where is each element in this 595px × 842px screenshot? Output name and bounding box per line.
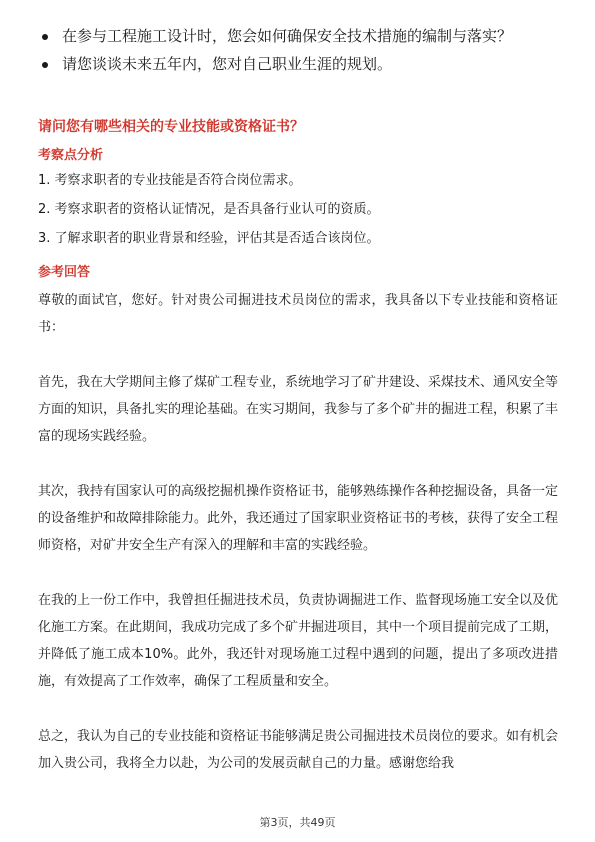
question-title: 请问您有哪些相关的专业技能或资格证书？ — [38, 119, 304, 135]
bullet-dot-icon — [42, 34, 48, 40]
analysis-item: 1. 考察求职者的专业技能是否符合岗位需求。 — [38, 173, 302, 188]
bullet-item — [38, 52, 558, 76]
bullet-text: 请您谈谈未来五年内，您对自己职业生涯的规划。 — [62, 55, 393, 73]
question-bullet-list — [38, 24, 558, 80]
answer-body — [38, 287, 558, 805]
analysis-item: 2. 考察求职者的资格认证情况，是否具备行业认可的资质。 — [38, 202, 380, 217]
bullet-item — [38, 24, 558, 48]
answer-paragraph: 尊敬的面试官，您好。针对贵公司掘进技术员岗位的需求，我具备以下专业技能和资格证书： — [38, 293, 558, 335]
analysis-heading: 考察点分析 — [38, 148, 104, 163]
answer-paragraph: 其次，我持有国家认可的高级挖掘机操作资格证书，能够熟练操作各种挖掘设备，具备一定的设备维护和故障排除能力。此外，我还通过了国家职业资格证书的考核，获得了安全工程师资格，对矿井安全生产有深入的理解和丰富的实践经验。 — [38, 484, 559, 553]
analysis-item: 3. 了解求职者的职业背景和经验，评估其是否适合该岗位。 — [38, 231, 380, 246]
answer-paragraph: 在我的上一份工作中，我曾担任掘进技术员，负责协调掘进工作、监督现场施工安全以及优化施工方案。在此期间，我成功完成了多个矿井掘进项目，其中一个项目提前完成了工期，并降低了施工成本10%。此外，我还针对现场施工过程中遇到的问题，提出了多项改进措施，有效提高了工作效率，确保了工程质量和安全。 — [38, 593, 559, 689]
page-number: 第3页，共49页 — [259, 816, 336, 829]
bullet-dot-icon — [42, 62, 48, 68]
answer-heading: 参考回答 — [38, 265, 91, 280]
bullet-text: 在参与工程施工设计时，您会如何确保安全技术措施的编制与落实？ — [62, 27, 513, 45]
answer-paragraph: 首先，我在大学期间主修了煤矿工程专业，系统地学习了矿井建设、采煤技术、通风安全等方面的知识，具备扎实的理论基础。在实习期间，我参与了多个矿井的掘进工程，积累了丰富的现场实践经验。 — [38, 375, 559, 444]
analysis-list — [38, 171, 558, 258]
answer-paragraph: 总之，我认为自己的专业技能和资格证书能够满足贵公司掘进技术员岗位的要求。如有机会加入贵公司，我将全力以赴，为公司的发展贡献自己的力量。感谢您给我 — [38, 729, 559, 771]
